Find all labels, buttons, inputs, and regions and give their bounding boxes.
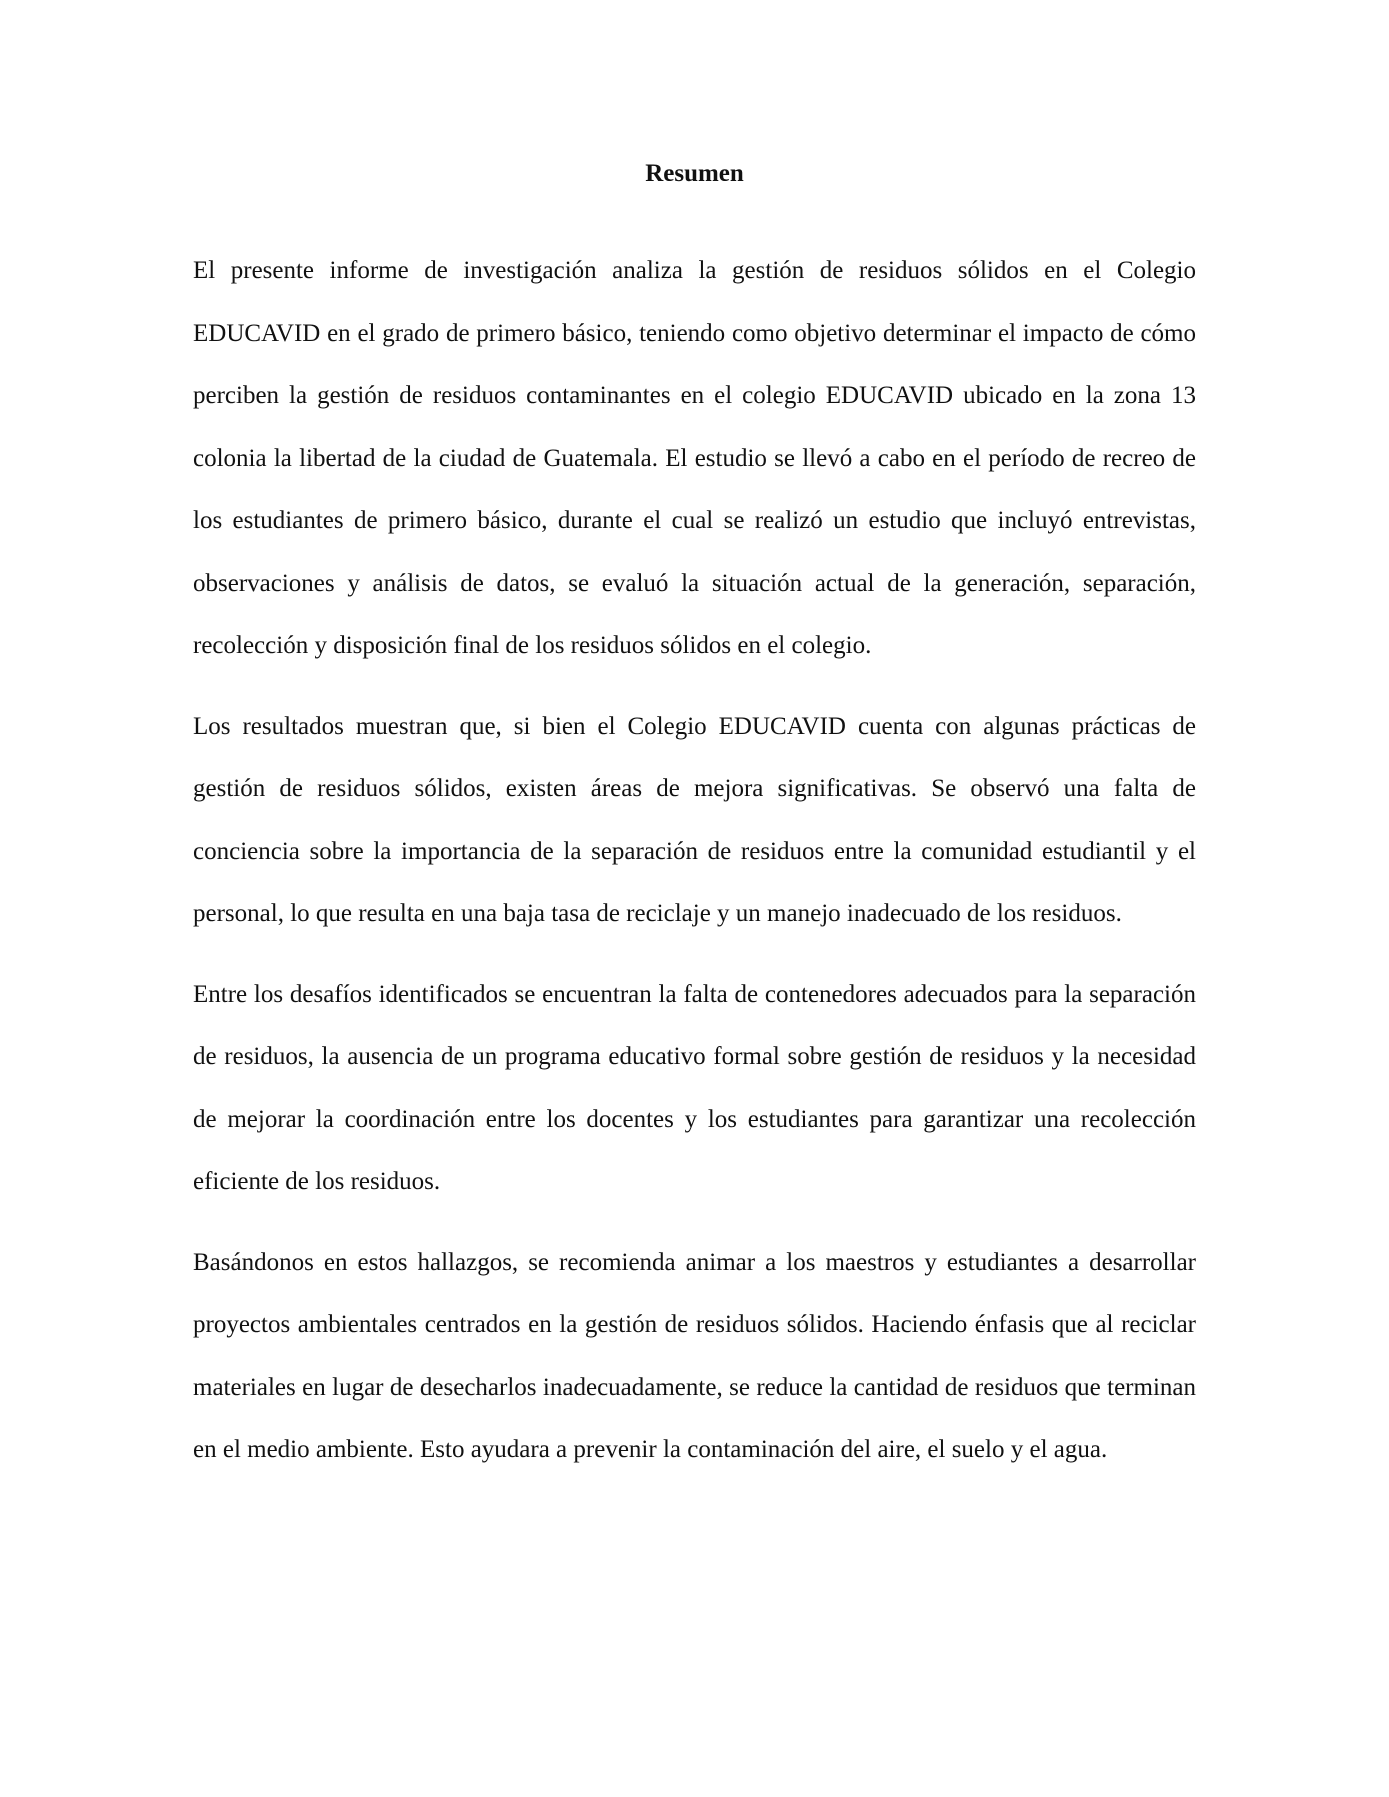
document-body [193,240,1196,1482]
page-title: Resumen [645,160,744,187]
paragraph-introduction: El presente informe de investigación analiza la gestión de residuos sólidos en el Colegio EDUCAVID en el grado de primero básico, teniendo como objetivo determinar el impacto de cómo perciben la gestión de residuos contaminantes en el colegio EDUCAVID ubicado en la zona 13 colonia la libertad de la ciudad de Guatemala. El estudio se llevó a cabo en el período de recreo de los estudiantes de primero básico, durante el cual se realizó un estudio que incluyó entrevistas, observaciones y análisis de datos, se evaluó la situación actual de la generación, separación, recolección y disposición final de los residuos sólidos en el colegio. [193,257,1196,659]
paragraph-results: Los resultados muestran que, si bien el Colegio EDUCAVID cuenta con algunas prácticas de gestión de residuos sólidos, existen áreas de mejora significativas. Se observó una falta de conciencia sobre la importancia de la separación de residuos entre la comunidad estudiantil y el personal, lo que resulta en una baja tasa de reciclaje y un manejo inadecuado de los residuos. [193,712,1196,927]
paragraph-challenges: Entre los desafíos identificados se encuentran la falta de contenedores adecuados para la separación de residuos, la ausencia de un programa educativo formal sobre gestión de residuos y la necesidad de mejorar la coordinación entre los docentes y los estudiantes para garantizar una recolección eficiente de los residuos. [193,980,1196,1195]
paragraph-recommendations: Basándonos en estos hallazgos, se recomienda animar a los maestros y estudiantes a desarrollar proyectos ambientales centrados en la gestión de residuos sólidos. Haciendo énfasis que al reciclar materiales en lugar de desecharlos inadecuadamente, se reduce la cantidad de residuos que terminan en el medio ambiente. Esto ayudara a prevenir la contaminación del aire, el suelo y el agua. [193,1248,1196,1463]
